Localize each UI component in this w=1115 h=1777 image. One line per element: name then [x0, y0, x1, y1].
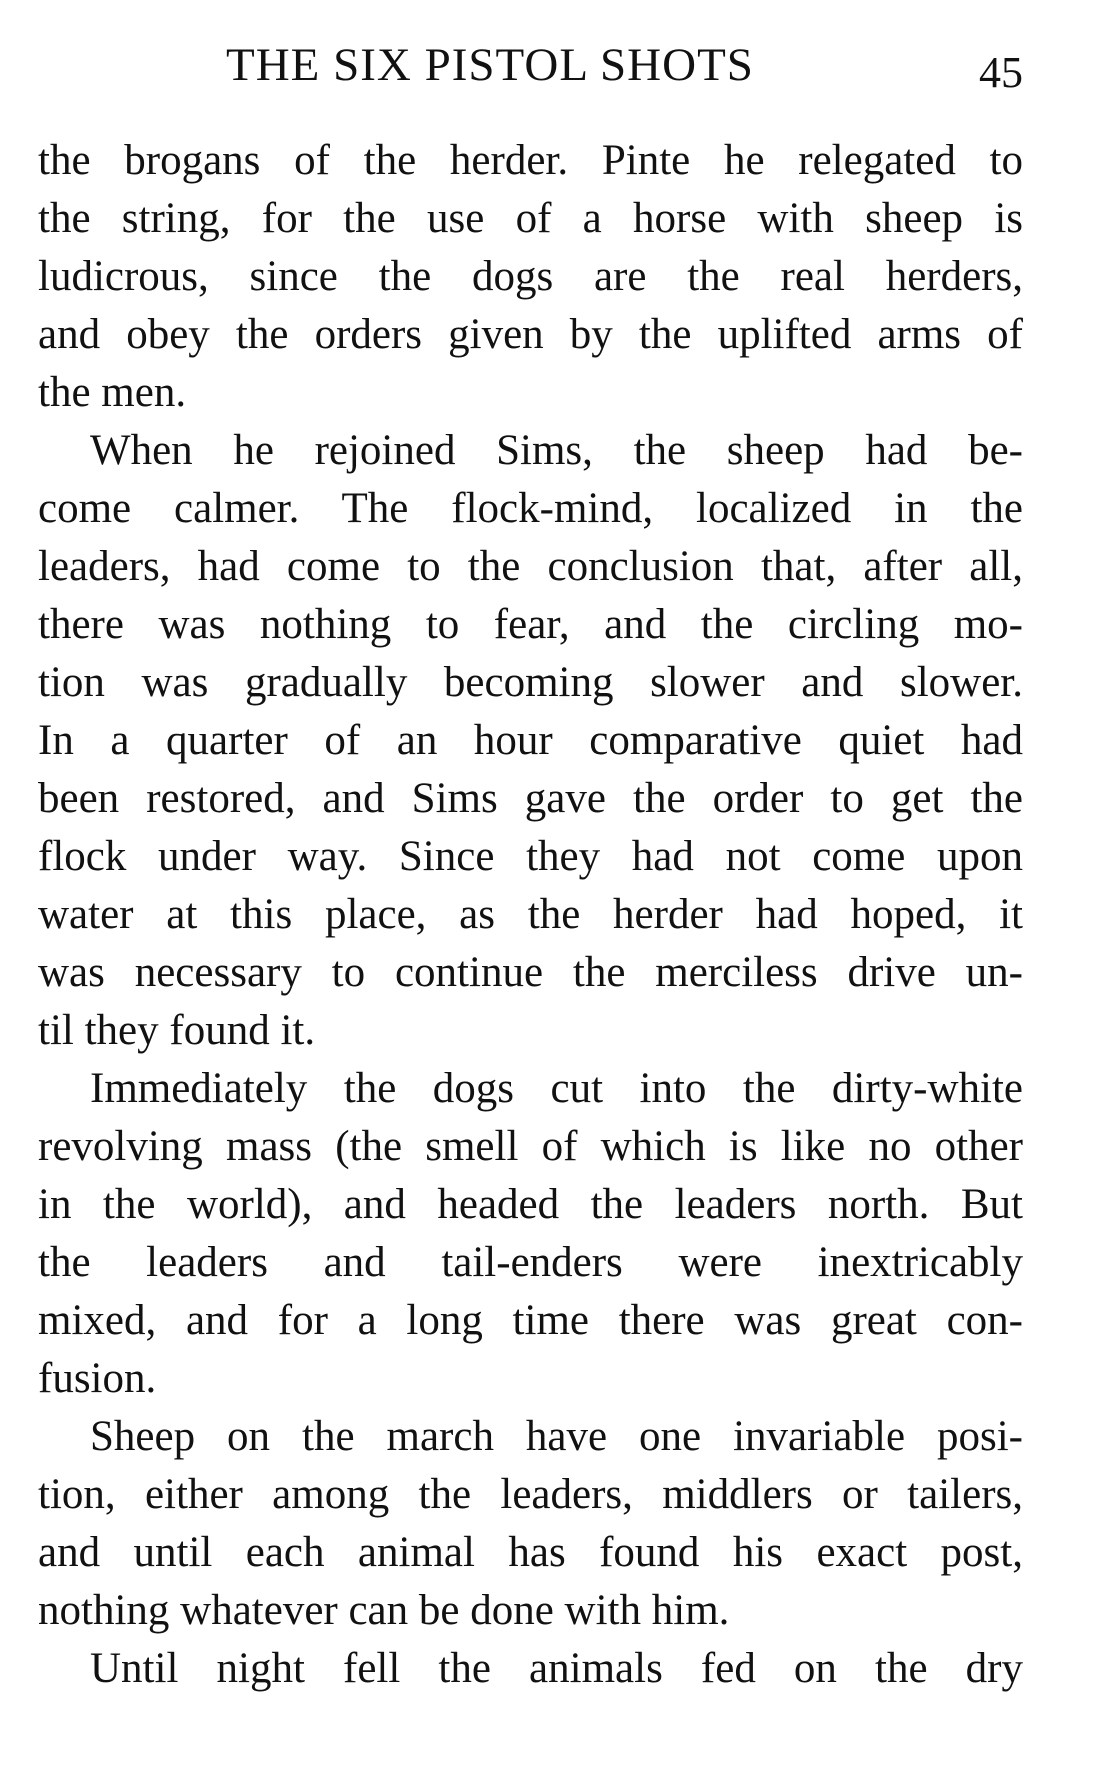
text-line: the leaders and tail-enders were inextricably	[38, 1239, 1023, 1286]
paragraph-2	[38, 422, 1023, 1060]
paragraph-1	[38, 132, 1023, 422]
text-line: there was nothing to fear, and the circling mo-	[38, 601, 1023, 648]
paragraph-5	[38, 1640, 1023, 1698]
text-line: the brogans of the herder. Pinte he relegated to	[38, 137, 1023, 184]
text-line: Until night fell the animals fed on the dry	[90, 1645, 1023, 1692]
text-line: the men.	[38, 369, 187, 416]
text-line: til they found it.	[38, 1007, 316, 1054]
text-line: revolving mass (the smell of which is like no other	[38, 1123, 1023, 1170]
running-head	[38, 30, 1023, 100]
text-line: tion, either among the leaders, middlers or tailers,	[38, 1471, 1023, 1518]
text-line: tion was gradually becoming slower and slower.	[38, 659, 1023, 706]
paragraph-3	[38, 1060, 1023, 1408]
text-line: ludicrous, since the dogs are the real herders,	[38, 253, 1023, 300]
text-line: Immediately the dogs cut into the dirty-white	[90, 1065, 1023, 1112]
text-line: and until each animal has found his exact post,	[38, 1529, 1023, 1576]
text-line: leaders, had come to the conclusion that, after all,	[38, 543, 1023, 590]
text-line: In a quarter of an hour comparative quiet had	[38, 717, 1023, 764]
page-number: 45	[979, 48, 1023, 97]
text-line: When he rejoined Sims, the sheep had be-	[90, 427, 1023, 474]
text-line: nothing whatever can be done with him.	[38, 1587, 730, 1634]
text-line: flock under way. Since they had not come upon	[38, 833, 1023, 880]
text-line: been restored, and Sims gave the order to get the	[38, 775, 1023, 822]
text-line: mixed, and for a long time there was great con-	[38, 1297, 1023, 1344]
running-title: THE SIX PISTOL SHOTS	[226, 39, 754, 91]
paragraph-4	[38, 1408, 1023, 1640]
text-line: Sheep on the march have one invariable posi-	[90, 1413, 1023, 1460]
text-line: come calmer. The flock-mind, localized in the	[38, 485, 1023, 532]
text-line: water at this place, as the herder had hoped, it	[38, 891, 1023, 938]
text-line: was necessary to continue the merciless drive un-	[38, 949, 1023, 996]
text-line: and obey the orders given by the uplifted arms of	[38, 311, 1023, 358]
text-line: fusion.	[38, 1355, 157, 1402]
body-text	[38, 132, 1023, 1698]
text-line: in the world), and headed the leaders north. But	[38, 1181, 1023, 1228]
text-line: the string, for the use of a horse with sheep is	[38, 195, 1023, 242]
